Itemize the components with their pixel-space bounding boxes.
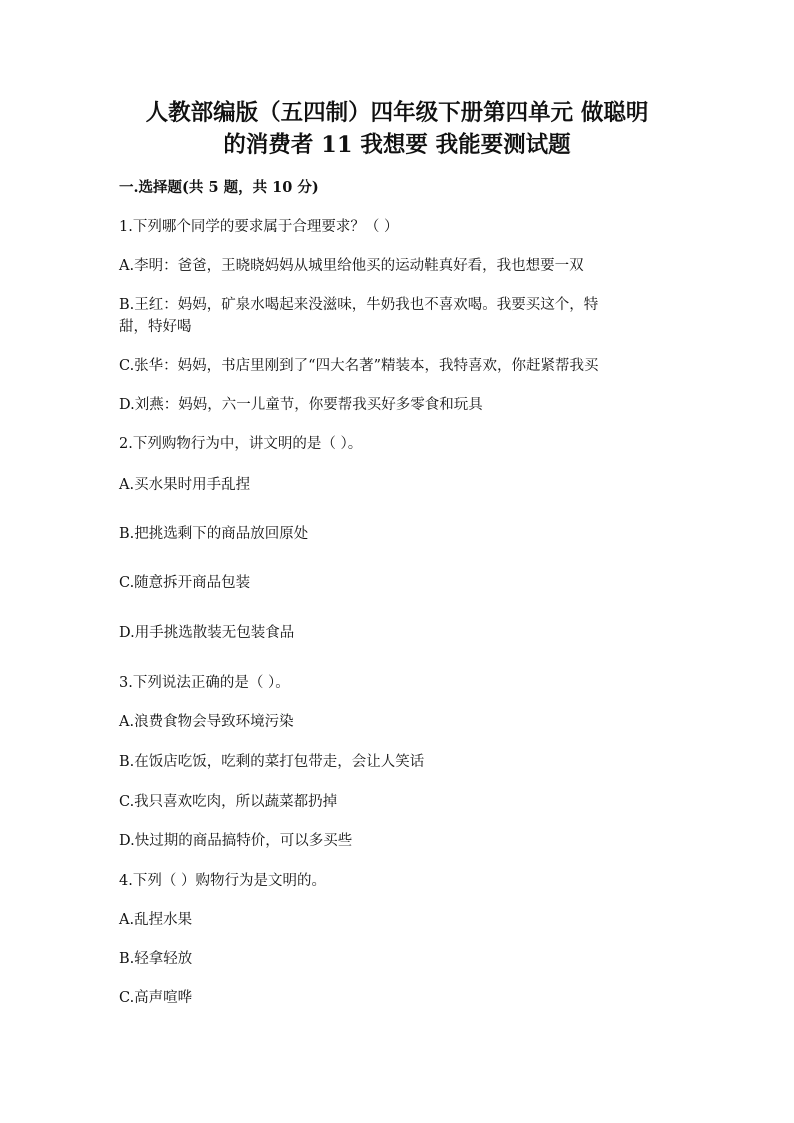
document-title-line-2: 的消费者 11 我想要 我能要测试题 <box>223 132 571 158</box>
question-1-option-b: B.王红：妈妈，矿泉水喝起来没滋味，牛奶我也不喜欢喝。我要买这个，特 <box>119 297 599 313</box>
question-1-stem: 1.下列哪个同学的要求属于合理要求？（ ） <box>119 219 399 235</box>
question-4-option-b: B.轻拿轻放 <box>119 951 193 967</box>
question-2-option-a: A.买水果时用手乱捏 <box>119 477 251 493</box>
question-3-option-d: D.快过期的商品搞特价，可以多买些 <box>119 833 353 849</box>
question-1-option-d: D.刘燕：妈妈，六一儿童节，你要帮我买好多零食和玩具 <box>119 397 483 413</box>
question-4-stem: 4.下列（ ）购物行为是文明的。 <box>119 873 326 889</box>
question-1-option-a: A.李明：爸爸，王晓晓妈妈从城里给他买的运动鞋真好看，我也想要一双 <box>119 258 584 274</box>
question-3-option-c: C.我只喜欢吃肉，所以蔬菜都扔掉 <box>119 794 338 810</box>
question-1-option-c: C.张华：妈妈，书店里刚到了“四大名著”精装本，我特喜欢，你赶紧帮我买 <box>119 358 599 374</box>
question-2-stem: 2.下列购物行为中，讲文明的是（ ）。 <box>119 436 363 452</box>
question-2-option-b: B.把挑选剩下的商品放回原处 <box>119 526 309 542</box>
section-header: 一.选择题(共 5 题，共 10 分) <box>119 179 319 196</box>
question-3-stem: 3.下列说法正确的是（ ）。 <box>119 675 290 691</box>
question-3-option-b: B.在饭店吃饭，吃剩的菜打包带走，会让人笑话 <box>119 754 425 770</box>
question-1-option-b-continued: 甜，特好喝 <box>119 319 192 335</box>
question-3-option-a: A.浪费食物会导致环境污染 <box>119 714 294 730</box>
document-title-line-1: 人教部编版（五四制）四年级下册第四单元 做聪明 <box>145 100 649 126</box>
question-2-option-d: D.用手挑选散装无包装食品 <box>119 625 295 641</box>
question-4-option-a: A.乱捏水果 <box>119 912 193 928</box>
question-4-option-c: C.高声喧哗 <box>119 990 193 1006</box>
question-2-option-c: C.随意拆开商品包装 <box>119 575 251 591</box>
